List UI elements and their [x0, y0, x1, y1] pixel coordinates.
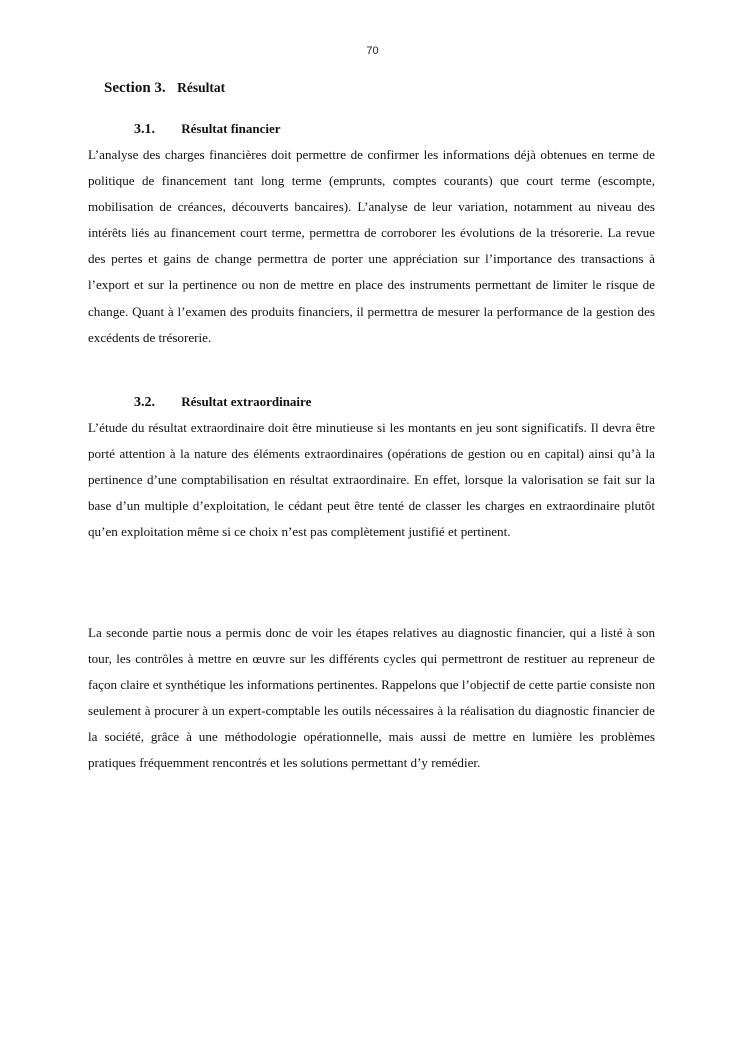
subsection-title: Résultat extraordinaire	[181, 394, 312, 409]
subsection-title: Résultat financier	[181, 121, 281, 136]
section-heading	[104, 80, 225, 97]
section-title: Résultat	[177, 80, 226, 95]
subsection-heading-financier	[134, 121, 281, 138]
paragraph-resultat-extraordinaire: L’étude du résultat extraordinaire doit être minutieuse si les montants en jeu sont significatifs. Il devra être porté attention à la nature des éléments extraordinaires (opérations de gestion ou en capital) ainsi qu’à la pertinence d’une comptabilisation en résultat extraordinaire. En effet, lorsque la valorisation se fait sur la base d’un multiple d’exploitation, le cédant peut être tenté de classer les charges en extraordinaire plutôt qu’en exploitation même si ce choix n’est pas complètement justifié et pertinent.	[88, 420, 655, 540]
paragraph-conclusion: La seconde partie nous a permis donc de voir les étapes relatives au diagnostic financier, qui a listé à son tour, les contrôles à mettre en œuvre sur les différents cycles qui permettront de restituer au repreneur de façon claire et synthétique les informations pertinentes. Rappelons que l’objectif de cette partie consiste non seulement à procurer à un expert-comptable les outils nécessaires à la réalisation du diagnostic financier de la société, grâce à une méthodologie opérationnelle, mais aussi de mettre en lumière les problèmes pratiques fréquemment rencontrés et les solutions permettant d’y remédier.	[88, 625, 655, 771]
paragraph-resultat-financier: L’analyse des charges financières doit permettre de confirmer les informations déjà obtenues en terme de politique de financement tant long terme (emprunts, comptes courants) que court terme (escompte, mobilisation de créances, découverts bancaires). L’analyse de leur variation, notamment au niveau des intérêts liés au financement court terme, permettra de corroborer les évolutions de la trésorerie. La revue des pertes et gains de change permettra de porter une appréciation sur l’importance des transactions à l’export et sur la pertinence ou non de mettre en place des instruments permettant de limiter le risque de change. Quant à l’examen des produits financiers, il permettra de mesurer la performance de la gestion des excédents de trésorerie.	[88, 147, 655, 345]
section-number: Section 3.	[104, 80, 166, 96]
subsection-heading-extraordinaire	[134, 394, 311, 411]
page-number: 70	[366, 45, 379, 57]
subsection-number: 3.2.	[134, 395, 155, 410]
subsection-number: 3.1.	[134, 122, 155, 137]
